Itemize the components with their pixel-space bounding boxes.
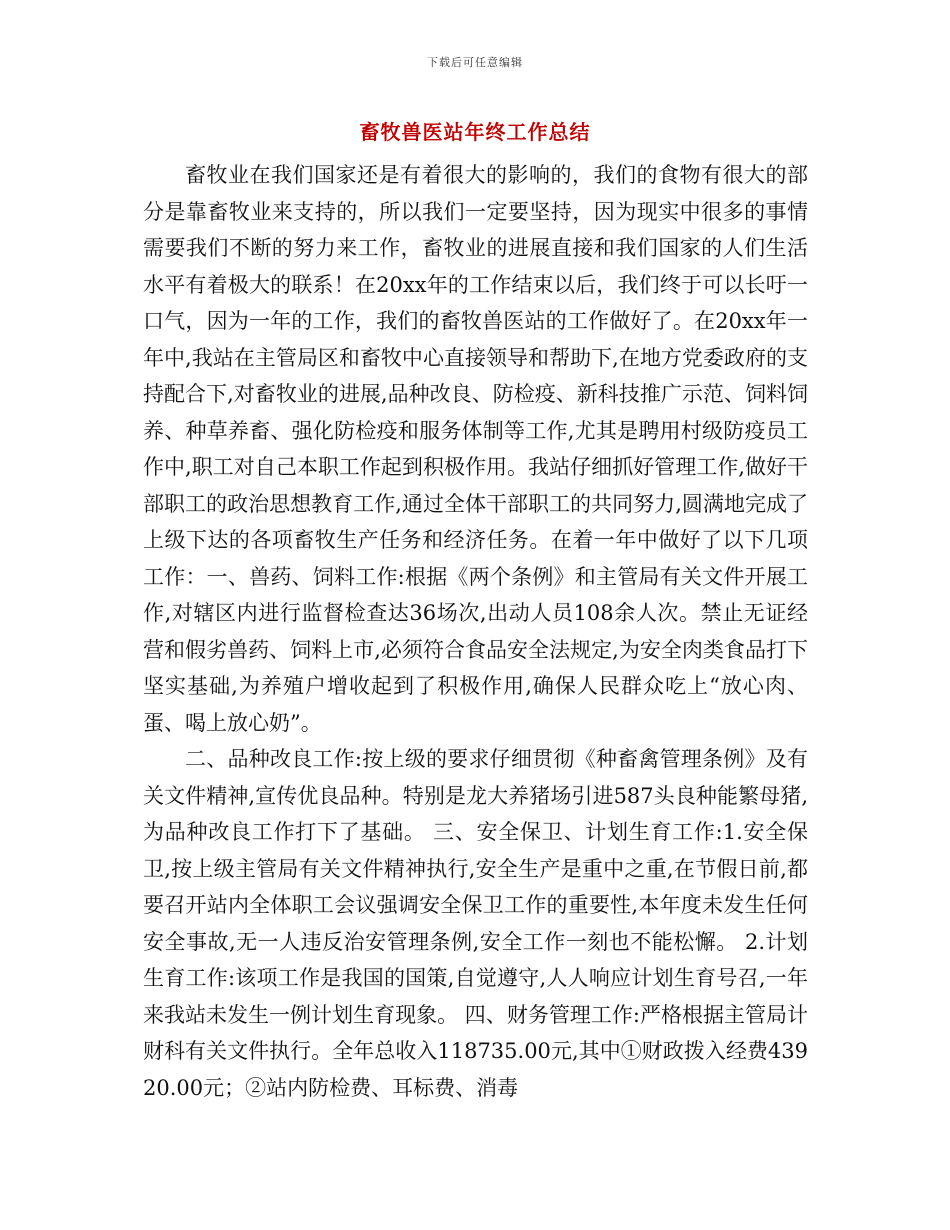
paragraph-1: 畜牧业在我们国家还是有着很大的影响的，我们的食物有很大的部分是靠畜牧业来支持的，所以我们一定要坚持，因为现实中很多的事情需要我们不断的努力来工作，畜牧业的进展直接和我们国家的人们生活水平有着极大的联系！在20xx年的工作结束以后，我们终于可以长吁一口气，因为一年的工作，我们的畜牧兽医站的工作做好了。在20xx年一年中,我站在主管局区和畜牧中心直接领导和帮助下,在地方党委政府的支持配合下,对畜牧业的进展,品种改良、防检疫、新科技推广示范、饲料饲养、种草养畜、强化防检疫和服务体制等工作,尤其是聘用村级防疫员工作中,职工对自己本职工作起到积极作用。我站仔细抓好管理工作,做好干部职工的政治思想教育工作,通过全体干部职工的共同努力,圆满地完成了上级下达的各项畜牧生产任务和经济任务。在着一年中做好了以下几项工作：一、兽药、饲料工作:根据《两个条例》和主管局有关文件开展工作,对辖区内进行监督检查达36场次,出动人员108余人次。禁止无证经营和假劣兽药、饲料上市,必须符合食品安全法规定,为安全肉类食品打下坚实基础,为养殖户增收起到了积极作用,确保人民群众吃上“放心肉、蛋、喝上放心奶”。: [143, 163, 808, 735]
document-title: 畜牧兽医站年终工作总结: [359, 120, 591, 144]
paragraph-2: 二、品种改良工作:按上级的要求仔细贯彻《种畜禽管理条例》及有关文件精神,宣传优良品种。特别是龙大养猪场引进587头良种能繁母猪,为品种改良工作打下了基础。 三、安全保卫、计划生育工作:1.安全保卫,按上级主管局有关文件精神执行,安全生产是重中之重,在节假日前,都要召开站内全体职工会议强调安全保卫工作的重要性,本年度未发生任何安全事故,无一人违反治安管理条例,安全工作一刻也不能松懈。 2.计划生育工作:该项工作是我国的国策,自觉遵守,人人响应计划生育号召,一年来我站未发生一例计划生育现象。 四、财务管理工作:严格根据主管局计财科有关文件执行。全年总收入118735.00元,其中①财政拨入经费43920.00元；②站内防检费、耳标费、消毒: [143, 747, 808, 1100]
header-note: 下载后可任意编辑: [427, 56, 523, 69]
document-body: [143, 157, 808, 1106]
